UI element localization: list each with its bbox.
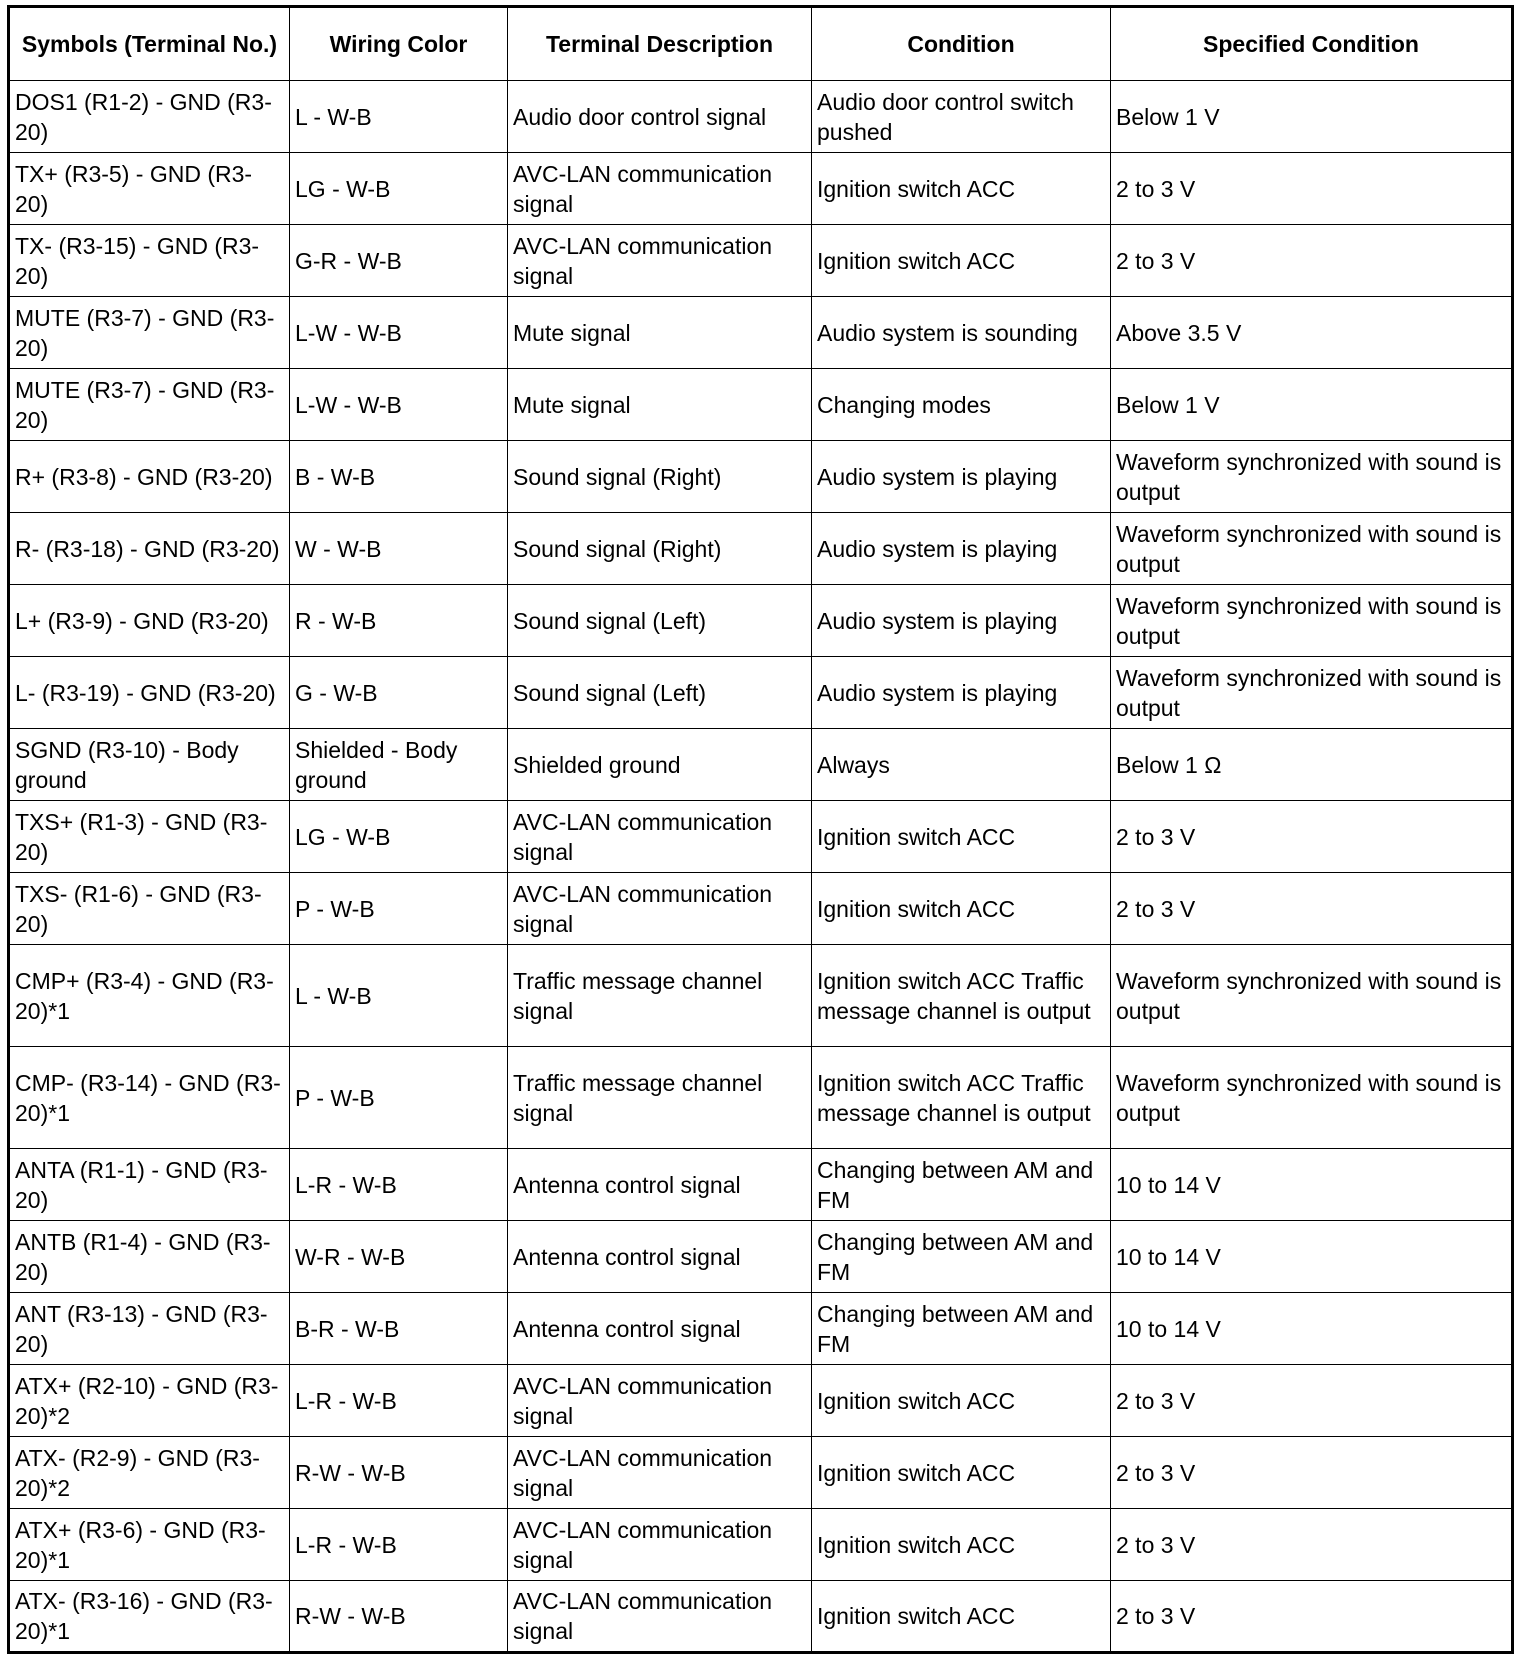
cell-symbol: SGND (R3-10) - Body ground: [9, 729, 290, 801]
table-body: [9, 81, 1513, 1653]
cell-wiring-color: G - W-B: [290, 657, 508, 729]
header-specified-condition: Specified Condition: [1111, 7, 1513, 81]
cell-wiring-color: LG - W-B: [290, 801, 508, 873]
cell-condition: Ignition switch ACC: [812, 153, 1111, 225]
header-condition: Condition: [812, 7, 1111, 81]
table-row: [9, 513, 1513, 585]
cell-specified-condition: Waveform synchronized with sound is output: [1111, 585, 1513, 657]
table-row: [9, 1047, 1513, 1149]
cell-specified-condition: 2 to 3 V: [1111, 873, 1513, 945]
cell-specified-condition: Waveform synchronized with sound is output: [1111, 513, 1513, 585]
cell-condition: Audio system is playing: [812, 657, 1111, 729]
cell-condition: Changing between AM and FM: [812, 1293, 1111, 1365]
cell-symbol: R+ (R3-8) - GND (R3-20): [9, 441, 290, 513]
cell-symbol: MUTE (R3-7) - GND (R3-20): [9, 297, 290, 369]
cell-terminal-description: AVC-LAN communication signal: [508, 1581, 812, 1653]
cell-terminal-description: Antenna control signal: [508, 1149, 812, 1221]
cell-symbol: TXS+ (R1-3) - GND (R3-20): [9, 801, 290, 873]
cell-terminal-description: Sound signal (Left): [508, 657, 812, 729]
cell-condition: Audio system is sounding: [812, 297, 1111, 369]
cell-condition: Audio system is playing: [812, 585, 1111, 657]
cell-condition: Ignition switch ACC: [812, 1509, 1111, 1581]
cell-condition: Changing between AM and FM: [812, 1149, 1111, 1221]
cell-symbol: ANTA (R1-1) - GND (R3-20): [9, 1149, 290, 1221]
cell-terminal-description: Traffic message channel signal: [508, 945, 812, 1047]
cell-condition: Ignition switch ACC Traffic message channel is output: [812, 1047, 1111, 1149]
table-row: [9, 225, 1513, 297]
cell-wiring-color: L-R - W-B: [290, 1149, 508, 1221]
cell-terminal-description: AVC-LAN communication signal: [508, 153, 812, 225]
cell-wiring-color: L-R - W-B: [290, 1365, 508, 1437]
cell-condition: Audio system is playing: [812, 513, 1111, 585]
header-symbols: Symbols (Terminal No.): [9, 7, 290, 81]
cell-wiring-color: LG - W-B: [290, 153, 508, 225]
cell-terminal-description: AVC-LAN communication signal: [508, 1509, 812, 1581]
cell-symbol: CMP+ (R3-4) - GND (R3-20)*1: [9, 945, 290, 1047]
cell-terminal-description: Audio door control signal: [508, 81, 812, 153]
cell-terminal-description: AVC-LAN communication signal: [508, 801, 812, 873]
table-row: [9, 441, 1513, 513]
table-header: [9, 7, 1513, 81]
cell-wiring-color: L - W-B: [290, 945, 508, 1047]
cell-condition: Ignition switch ACC: [812, 1437, 1111, 1509]
cell-symbol: MUTE (R3-7) - GND (R3-20): [9, 369, 290, 441]
terminal-spec-table: [7, 5, 1514, 1654]
cell-symbol: ATX- (R2-9) - GND (R3-20)*2: [9, 1437, 290, 1509]
cell-symbol: ATX+ (R3-6) - GND (R3-20)*1: [9, 1509, 290, 1581]
cell-specified-condition: 2 to 3 V: [1111, 801, 1513, 873]
cell-wiring-color: L-R - W-B: [290, 1509, 508, 1581]
cell-specified-condition: 2 to 3 V: [1111, 1365, 1513, 1437]
cell-wiring-color: R - W-B: [290, 585, 508, 657]
cell-specified-condition: 2 to 3 V: [1111, 1509, 1513, 1581]
cell-symbol: DOS1 (R1-2) - GND (R3-20): [9, 81, 290, 153]
cell-terminal-description: Antenna control signal: [508, 1293, 812, 1365]
cell-terminal-description: Antenna control signal: [508, 1221, 812, 1293]
cell-terminal-description: Sound signal (Right): [508, 441, 812, 513]
table-row: [9, 1581, 1513, 1653]
cell-condition: Changing between AM and FM: [812, 1221, 1111, 1293]
cell-wiring-color: L-W - W-B: [290, 369, 508, 441]
cell-symbol: ATX+ (R2-10) - GND (R3-20)*2: [9, 1365, 290, 1437]
cell-specified-condition: 2 to 3 V: [1111, 1581, 1513, 1653]
cell-terminal-description: Traffic message channel signal: [508, 1047, 812, 1149]
cell-specified-condition: Below 1 Ω: [1111, 729, 1513, 801]
cell-wiring-color: R-W - W-B: [290, 1581, 508, 1653]
cell-specified-condition: 2 to 3 V: [1111, 225, 1513, 297]
cell-condition: Ignition switch ACC Traffic message channel is output: [812, 945, 1111, 1047]
table-row: [9, 153, 1513, 225]
cell-condition: Ignition switch ACC: [812, 801, 1111, 873]
cell-specified-condition: 10 to 14 V: [1111, 1293, 1513, 1365]
header-wiring-color: Wiring Color: [290, 7, 508, 81]
cell-wiring-color: P - W-B: [290, 1047, 508, 1149]
cell-terminal-description: Shielded ground: [508, 729, 812, 801]
table-row: [9, 585, 1513, 657]
cell-symbol: TX+ (R3-5) - GND (R3-20): [9, 153, 290, 225]
cell-terminal-description: AVC-LAN communication signal: [508, 1365, 812, 1437]
cell-condition: Always: [812, 729, 1111, 801]
cell-terminal-description: Mute signal: [508, 369, 812, 441]
table-row: [9, 1365, 1513, 1437]
cell-wiring-color: L - W-B: [290, 81, 508, 153]
table-row: [9, 1221, 1513, 1293]
cell-condition: Audio system is playing: [812, 441, 1111, 513]
cell-condition: Ignition switch ACC: [812, 225, 1111, 297]
cell-wiring-color: W-R - W-B: [290, 1221, 508, 1293]
cell-specified-condition: 10 to 14 V: [1111, 1221, 1513, 1293]
table-row: [9, 801, 1513, 873]
cell-specified-condition: Below 1 V: [1111, 369, 1513, 441]
table-row: [9, 873, 1513, 945]
cell-specified-condition: Waveform synchronized with sound is output: [1111, 441, 1513, 513]
table-row: [9, 945, 1513, 1047]
table-row: [9, 1149, 1513, 1221]
cell-terminal-description: AVC-LAN communication signal: [508, 873, 812, 945]
cell-condition: Ignition switch ACC: [812, 1581, 1111, 1653]
cell-wiring-color: L-W - W-B: [290, 297, 508, 369]
table-row: [9, 1293, 1513, 1365]
cell-wiring-color: G-R - W-B: [290, 225, 508, 297]
table-row: [9, 1437, 1513, 1509]
cell-specified-condition: Waveform synchronized with sound is output: [1111, 657, 1513, 729]
cell-specified-condition: Below 1 V: [1111, 81, 1513, 153]
cell-condition: Ignition switch ACC: [812, 873, 1111, 945]
header-terminal-description: Terminal Description: [508, 7, 812, 81]
table-row: [9, 81, 1513, 153]
cell-symbol: ANT (R3-13) - GND (R3-20): [9, 1293, 290, 1365]
cell-wiring-color: W - W-B: [290, 513, 508, 585]
cell-wiring-color: Shielded - Body ground: [290, 729, 508, 801]
cell-symbol: TXS- (R1-6) - GND (R3-20): [9, 873, 290, 945]
cell-specified-condition: 2 to 3 V: [1111, 153, 1513, 225]
cell-terminal-description: AVC-LAN communication signal: [508, 1437, 812, 1509]
cell-terminal-description: Mute signal: [508, 297, 812, 369]
cell-symbol: ATX- (R3-16) - GND (R3-20)*1: [9, 1581, 290, 1653]
table-row: [9, 297, 1513, 369]
cell-specified-condition: 2 to 3 V: [1111, 1437, 1513, 1509]
table-row: [9, 1509, 1513, 1581]
cell-symbol: L+ (R3-9) - GND (R3-20): [9, 585, 290, 657]
cell-specified-condition: Waveform synchronized with sound is output: [1111, 1047, 1513, 1149]
cell-symbol: ANTB (R1-4) - GND (R3-20): [9, 1221, 290, 1293]
cell-terminal-description: Sound signal (Left): [508, 585, 812, 657]
table-row: [9, 657, 1513, 729]
cell-wiring-color: B-R - W-B: [290, 1293, 508, 1365]
cell-wiring-color: P - W-B: [290, 873, 508, 945]
cell-specified-condition: Above 3.5 V: [1111, 297, 1513, 369]
cell-symbol: L- (R3-19) - GND (R3-20): [9, 657, 290, 729]
cell-wiring-color: R-W - W-B: [290, 1437, 508, 1509]
table-row: [9, 369, 1513, 441]
cell-condition: Audio door control switch pushed: [812, 81, 1111, 153]
cell-wiring-color: B - W-B: [290, 441, 508, 513]
cell-specified-condition: 10 to 14 V: [1111, 1149, 1513, 1221]
header-row: [9, 7, 1513, 81]
cell-condition: Changing modes: [812, 369, 1111, 441]
cell-terminal-description: Sound signal (Right): [508, 513, 812, 585]
cell-symbol: CMP- (R3-14) - GND (R3-20)*1: [9, 1047, 290, 1149]
cell-specified-condition: Waveform synchronized with sound is output: [1111, 945, 1513, 1047]
table-row: [9, 729, 1513, 801]
cell-condition: Ignition switch ACC: [812, 1365, 1111, 1437]
cell-symbol: R- (R3-18) - GND (R3-20): [9, 513, 290, 585]
cell-symbol: TX- (R3-15) - GND (R3-20): [9, 225, 290, 297]
cell-terminal-description: AVC-LAN communication signal: [508, 225, 812, 297]
